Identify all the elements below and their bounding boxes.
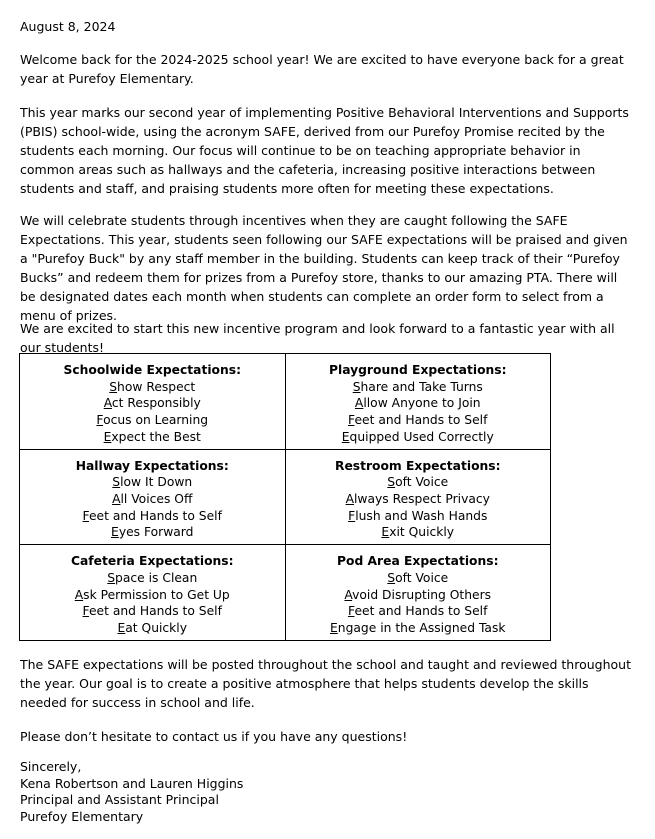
expectation-item <box>288 587 549 604</box>
expectation-item-text: xpect the Best <box>111 429 201 444</box>
expectation-item-initial: S <box>112 475 121 490</box>
expectation-item <box>22 620 283 637</box>
expectation-item-text: quipped Used Correctly <box>349 429 494 444</box>
program-paragraph: We are excited to start this new incentive program and look forward to a fantastic year with all our students! <box>20 321 615 355</box>
welcome-paragraph: Welcome back for the 2024-2025 school year! We are excited to have everyone back for a great year at Purefoy Elementary. <box>20 52 624 86</box>
expectation-item-initial: E <box>330 621 338 636</box>
signature-school: Purefoy Elementary <box>20 808 144 824</box>
expectation-cell <box>285 449 551 545</box>
expectation-item-initial: E <box>103 429 112 444</box>
expectation-item-initial: A <box>103 396 112 411</box>
expectation-cell <box>20 449 286 545</box>
expectations-row <box>20 545 551 641</box>
expectation-item-text: lush and Wash Hands <box>355 508 488 523</box>
expectation-cell <box>285 545 551 641</box>
expectation-item-initial: A <box>74 587 84 602</box>
expectation-item-initial: S <box>387 571 396 586</box>
expectation-item <box>288 620 549 637</box>
expectation-cell <box>285 354 551 450</box>
expectation-item-initial: S <box>107 571 116 586</box>
expectation-item-text: xit Quickly <box>389 525 455 540</box>
expectation-title: Playground Expectations: <box>328 363 507 377</box>
expectation-item-initial: A <box>345 492 354 507</box>
expectation-item-text: eet and Hands to Self <box>354 413 488 428</box>
expectation-item <box>288 570 549 587</box>
expectation-title: Pod Area Expectations: <box>336 554 499 569</box>
signature-titles: Principal and Assistant Principal <box>20 792 219 807</box>
expectation-item-text: void Disrupting Others <box>352 587 492 602</box>
expectation-item <box>22 379 283 396</box>
expectation-item-initial: E <box>111 525 119 540</box>
expectation-item-initial: S <box>387 475 396 490</box>
expectation-item-initial: A <box>112 492 121 507</box>
expectation-item-text: ocus on Learning <box>103 413 209 428</box>
letter-date: August 8, 2024 <box>20 19 116 34</box>
expectation-cell <box>20 545 286 641</box>
safe-posted-paragraph: The SAFE expectations will be posted throughout the school and taught and reviewed throughout the year. Our goal is to create a positive atmosphere that helps students develop the skills needed for success in school and life. <box>20 657 631 710</box>
contact-paragraph: Please don’t hesitate to contact us if you have any questions! <box>20 729 408 744</box>
expectation-item-text: lways Respect Privacy <box>353 492 490 507</box>
expectation-item-text: oft Voice <box>395 475 449 490</box>
expectation-item <box>288 508 549 525</box>
expectation-title: Restroom Expectations: <box>334 458 501 473</box>
expectation-item-text: oft Voice <box>395 571 449 586</box>
pbis-paragraph: This year marks our second year of implementing Positive Behavioral Interventions and Supports (PBIS) school-wide, using the acronym SAFE, derived from our Purefoy Promise recited by the students each morning. Our focus will continue to be on teaching appropriate behavior in common areas such as hallways and the cafeteria, increasing positive interactions between students and staff, and praising students more often for meeting these expectations. <box>20 105 629 196</box>
expectation-item-text: ll Voices Off <box>120 492 193 507</box>
expectation-item <box>288 474 549 491</box>
expectation-item <box>22 395 283 412</box>
expectation-item <box>22 412 283 429</box>
signature-closing: Sincerely, <box>20 759 82 774</box>
expectation-title: Schoolwide Expectations: <box>63 363 241 377</box>
expectation-item <box>22 587 283 604</box>
expectation-item <box>22 603 283 620</box>
expectation-item <box>22 508 283 525</box>
expectations-table <box>19 353 551 641</box>
expectation-item-text: eet and Hands to Self <box>88 508 222 523</box>
expectation-item-text: how Respect <box>117 379 196 394</box>
signature-block <box>20 759 634 825</box>
expectation-item-text: ngage in the Assigned Task <box>337 621 506 636</box>
expectation-item <box>288 429 549 446</box>
expectation-item-text: at Quickly <box>125 621 187 636</box>
expectation-item-initial: E <box>341 429 350 444</box>
expectation-item-text: low It Down <box>120 475 193 490</box>
expectation-item <box>288 395 549 412</box>
incentives-paragraph: We will celebrate students through incentives when they are caught following the SAFE Expectations. This year, students seen following our SAFE expectations will be praised and given a "Purefoy Buck" by any staff member in the building. Students can keep track of their “Purefoy Bucks” and redeem them for prizes from a Purefoy store, thanks to our amazing PTA. There will be designated dates each month when students can complete an order form to select from a menu of prizes. <box>20 213 628 323</box>
expectation-item-initial: F <box>82 508 89 523</box>
expectation-item-text: eet and Hands to Self <box>354 604 488 619</box>
expectation-item-initial: A <box>354 396 364 411</box>
expectation-item-text: hare and Take Turns <box>360 379 483 394</box>
expectation-item <box>22 474 283 491</box>
expectation-item-initial: F <box>348 508 356 523</box>
expectation-item-initial: F <box>348 413 355 428</box>
expectation-item-text: yes Forward <box>118 525 194 540</box>
expectation-item <box>288 524 549 541</box>
expectation-item-initial: F <box>348 604 355 619</box>
expectation-item <box>288 491 549 508</box>
expectation-item-initial: E <box>117 621 126 636</box>
expectation-cell <box>20 354 286 450</box>
signature-names: Kena Robertson and Lauren Higgins <box>20 775 244 791</box>
expectation-item <box>22 491 283 508</box>
expectation-item <box>22 524 283 541</box>
expectation-item <box>288 412 549 429</box>
expectations-row <box>20 354 551 450</box>
expectation-item-text: llow Anyone to Join <box>363 396 481 411</box>
expectation-item-initial: A <box>344 587 353 602</box>
expectation-item-text: pace is Clean <box>115 571 198 586</box>
expectation-item-initial: F <box>96 413 104 428</box>
expectation-item <box>288 603 549 620</box>
expectation-item <box>22 429 283 446</box>
expectation-item <box>288 379 549 396</box>
expectation-item-initial: E <box>381 525 390 540</box>
expectation-item-initial: F <box>82 604 89 619</box>
expectation-item-initial: S <box>352 379 361 394</box>
expectation-item-text: eet and Hands to Self <box>88 604 222 619</box>
expectation-item-text: ct Responsibly <box>111 396 201 411</box>
expectation-title: Cafeteria Expectations: <box>70 554 234 569</box>
expectation-title: Hallway Expectations: <box>75 458 229 473</box>
expectation-item <box>22 570 283 587</box>
expectation-item-text: sk Permission to Get Up <box>83 587 230 602</box>
expectations-row <box>20 449 551 545</box>
expectation-item-initial: S <box>109 379 118 394</box>
